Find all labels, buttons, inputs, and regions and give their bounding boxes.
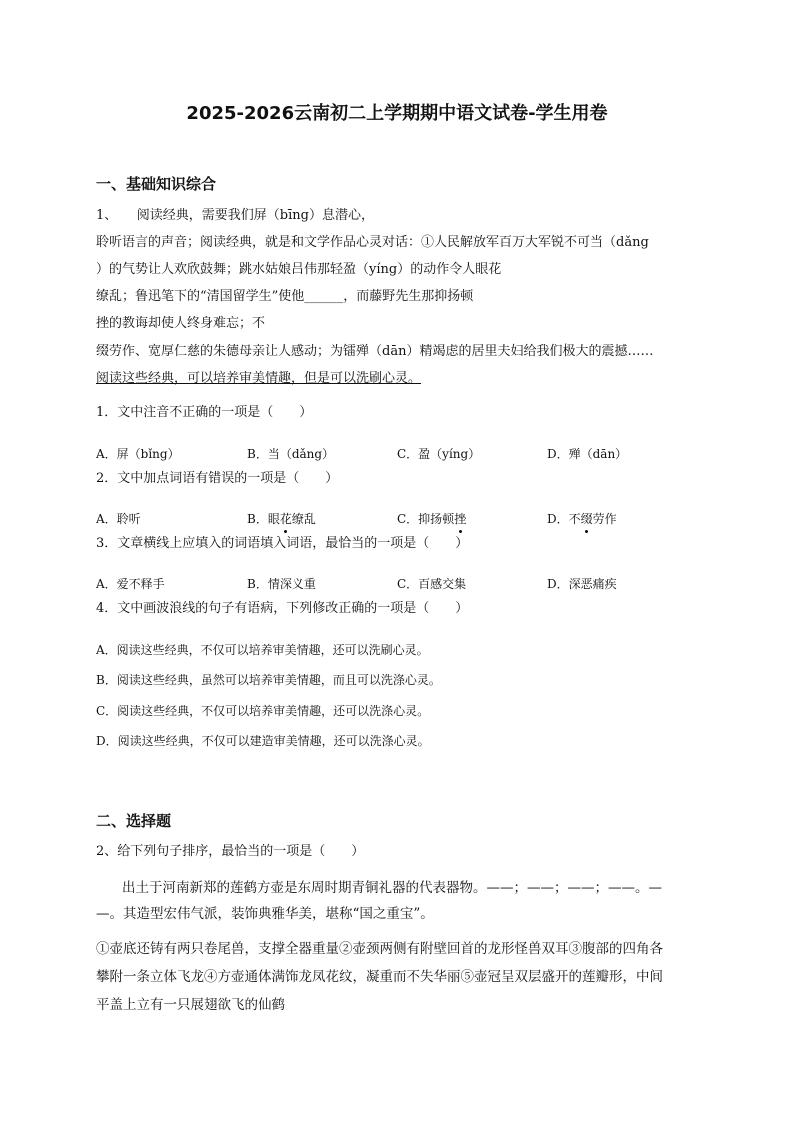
dotted-char: 挫 <box>454 511 466 527</box>
intro-paragraph-line: 出土于河南新郑的莲鹤方壶是东周时期青铜礼器的代表器物。——；——；——；——。— <box>122 880 662 896</box>
option-suffix: 缭乱 <box>291 512 316 526</box>
option-d <box>547 511 617 527</box>
option-d: D．殚（dān） <box>547 447 628 461</box>
option-prefix: A．聆 <box>96 512 129 526</box>
dotted-char: 缀 <box>581 511 593 527</box>
question-stem: 1．文中注音不正确的一项是（ ） <box>96 405 313 420</box>
option-b: B．当（dǎng） <box>247 447 335 461</box>
option-c: C．百感交集 <box>397 577 467 591</box>
passage-line: 挫的教诲却使人终身难忘；不 <box>96 316 266 331</box>
question-stem: 2．文中加点词语有错误的一项是（ ） <box>96 471 339 486</box>
passage-line: ）的气势让人欢欣鼓舞；跳水姑娘吕伟那轻盈（yíng）的动作令人眼花 <box>96 262 502 277</box>
option-c <box>397 511 466 527</box>
emphasis-dot <box>284 530 287 533</box>
page-title: 2025-2026云南初二上学期期中语文试卷-学生用卷 <box>186 103 608 124</box>
option-a <box>96 511 141 527</box>
option-prefix: D．不 <box>547 512 581 526</box>
option-b <box>247 511 316 527</box>
question-stem: 2、给下列句子排序，最恰当的一项是（ ） <box>96 844 365 859</box>
question-stem: 4．文中画波浪线的句子有语病，下列修改正确的一项是（ ） <box>96 601 469 616</box>
section-heading-multiple-choice: 二、选择题 <box>96 812 172 830</box>
option-suffix: 劳作 <box>592 512 617 526</box>
sentences-line: ①壶底还铸有两只卷尾兽，支撑全器重量②壶颈两侧有附壁回首的龙形怪兽双耳③腹部的四角各 <box>96 941 663 957</box>
emphasis-dot <box>459 530 462 533</box>
passage-line: 1、 阅读经典，需要我们屏（bīng）息潜心， <box>96 208 374 223</box>
option-b: B．情深义重 <box>247 577 316 591</box>
passage-line: 缀劳作、宽厚仁慈的朱德母亲让人感动；为镭殚（dān）精竭虑的居里夫妇给我们极大的震撼…… <box>96 344 654 359</box>
sentences-line: 攀附一条立体飞龙④方壶通体满饰龙凤花纹，凝重而不失华丽⑤壶冠呈双层盛开的莲瓣形，中间 <box>96 969 663 985</box>
intro-paragraph-line: —。其造型宏伟气派，装饰典雅华美，堪称“国之重宝”。 <box>96 906 434 922</box>
sentences-line: 平盖上立有一只展翅欲飞的仙鹤 <box>96 997 285 1013</box>
option-c: C．阅读这些经典，不仅可以培养审美情趣，还可以洗涤心灵。 <box>96 704 430 718</box>
option-c: C．盈（yíng） <box>397 447 481 461</box>
option-prefix: B．眼 <box>247 512 280 526</box>
option-a: A．阅读这些经典，不仅可以培养审美情趣，还可以洗刷心灵。 <box>96 643 429 657</box>
section-heading-basic-knowledge: 一、基础知识综合 <box>96 175 217 193</box>
passage-line: 缭乱；鲁迅笔下的“清国留学生”使他______，而藤野先生那抑扬顿 <box>96 289 474 304</box>
option-prefix: C．抑扬顿 <box>397 512 455 526</box>
option-b: B．阅读这些经典，虽然可以培养审美情趣，而且可以洗涤心灵。 <box>96 673 441 687</box>
option-d: D．阅读这些经典，不仅可以建造审美情趣，还可以洗涤心灵。 <box>96 734 430 748</box>
option-a: A．屏（bǐng） <box>96 447 180 461</box>
option-a: A．爱不释手 <box>96 577 165 591</box>
emphasis-dot <box>585 530 588 533</box>
dotted-char: 花 <box>280 511 292 527</box>
option-d: D．深恶痛疾 <box>547 577 617 591</box>
option-suffix: 听 <box>128 512 141 526</box>
wavy-underlined-sentence: 阅读这些经典，可以培养审美情趣，但是可以洗刷心灵。 <box>96 371 422 386</box>
passage-line: 聆听语言的声音；阅读经典，就是和文学作品心灵对话：①人民解放军百万大军锐不可当（dǎng <box>96 235 649 250</box>
question-stem: 3．文章横线上应填入的词语填入词语，最恰当的一项是（ ） <box>96 536 469 551</box>
